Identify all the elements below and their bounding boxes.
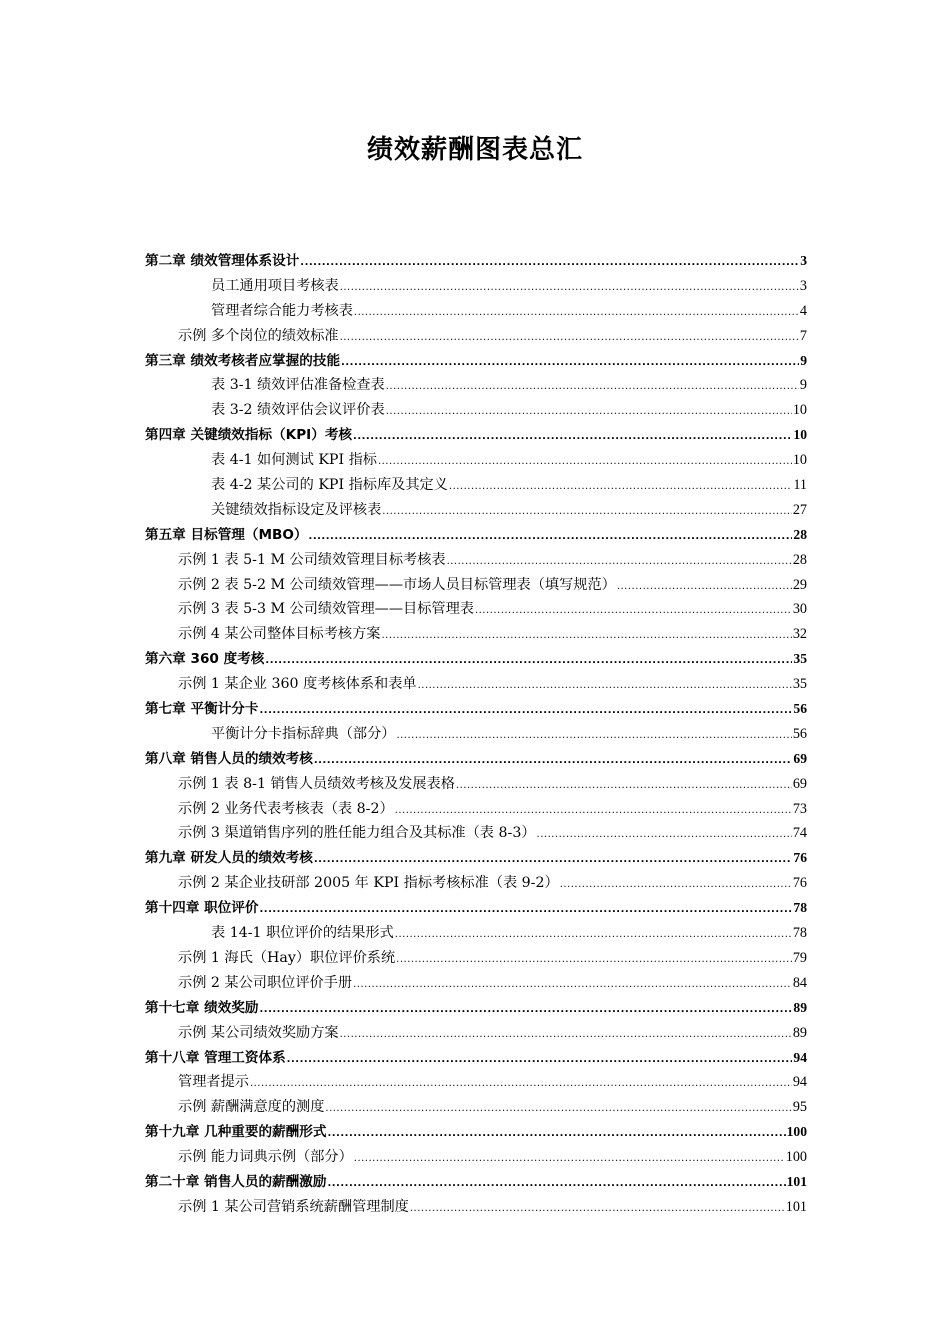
toc-dot-leader bbox=[560, 873, 792, 898]
toc-dot-leader bbox=[410, 1197, 785, 1222]
toc-dot-leader bbox=[449, 475, 792, 500]
toc-page-number: 3 bbox=[799, 277, 807, 294]
toc-chapter-entry[interactable] bbox=[145, 996, 807, 1021]
toc-entry-label: 示例 能力词典示例（部分） bbox=[178, 1149, 353, 1166]
toc-entry-label: 示例 1 表 5-1 M 公司绩效管理目标考核表 bbox=[178, 551, 446, 568]
toc-page-number: 10 bbox=[793, 427, 807, 443]
document-title: 绩效薪酬图表总汇 bbox=[366, 135, 583, 165]
toc-chapter-entry[interactable] bbox=[145, 1170, 807, 1195]
toc-entry[interactable] bbox=[145, 821, 807, 846]
table-of-contents bbox=[145, 249, 807, 1220]
toc-entry[interactable] bbox=[145, 498, 807, 523]
toc-entry-label: 第九章 研发人员的绩效考核 bbox=[145, 850, 313, 867]
toc-entry-label: 员工通用项目考核表 bbox=[211, 277, 339, 294]
toc-page-number: 84 bbox=[792, 974, 807, 991]
toc-entry[interactable] bbox=[145, 324, 807, 349]
toc-dot-leader bbox=[537, 823, 792, 848]
toc-entry[interactable] bbox=[145, 797, 807, 822]
toc-chapter-entry[interactable] bbox=[145, 423, 807, 448]
toc-dot-leader bbox=[340, 276, 799, 301]
toc-entry-label: 表 4-2 某公司的 KPI 指标库及其定义 bbox=[211, 477, 448, 494]
toc-dot-leader bbox=[354, 301, 799, 326]
toc-dot-leader bbox=[395, 923, 792, 948]
toc-dot-leader bbox=[353, 973, 792, 998]
toc-entry-label: 第四章 关键绩效指标（KPI）考核 bbox=[145, 427, 353, 444]
toc-page-number: 76 bbox=[793, 850, 807, 866]
toc-page-number: 32 bbox=[792, 626, 807, 643]
toc-page-number: 101 bbox=[786, 1173, 807, 1189]
toc-dot-leader bbox=[300, 251, 799, 276]
toc-page-number: 78 bbox=[793, 900, 807, 916]
toc-page-number: 100 bbox=[786, 1124, 807, 1140]
toc-dot-leader bbox=[617, 575, 792, 600]
toc-page-number: 28 bbox=[793, 526, 807, 542]
toc-page-number: 100 bbox=[785, 1149, 807, 1166]
toc-page-number: 4 bbox=[799, 302, 807, 319]
toc-page-number: 94 bbox=[792, 1074, 807, 1091]
toc-entry[interactable] bbox=[145, 672, 807, 697]
toc-chapter-entry[interactable] bbox=[145, 1046, 807, 1071]
toc-dot-leader bbox=[340, 326, 799, 351]
toc-entry[interactable] bbox=[145, 398, 807, 423]
toc-chapter-entry[interactable] bbox=[145, 846, 807, 871]
toc-dot-leader bbox=[382, 624, 792, 649]
toc-entry[interactable] bbox=[145, 921, 807, 946]
toc-entry-label: 第六章 360 度考核 bbox=[145, 651, 265, 668]
toc-page-number: 94 bbox=[793, 1049, 807, 1065]
toc-dot-leader bbox=[314, 848, 793, 873]
toc-entry-label: 示例 2 表 5-2 M 公司绩效管理——市场人员目标管理表（填写规范） bbox=[178, 576, 616, 593]
toc-entry-label: 第十九章 几种重要的薪酬形式 bbox=[145, 1124, 327, 1141]
toc-chapter-entry[interactable] bbox=[145, 697, 807, 722]
toc-page-number: 74 bbox=[792, 825, 807, 842]
toc-dot-leader bbox=[382, 500, 792, 525]
toc-page-number: 3 bbox=[800, 253, 807, 268]
toc-page-number: 69 bbox=[793, 750, 807, 766]
toc-page-number: 7 bbox=[799, 327, 807, 344]
toc-dot-leader bbox=[418, 674, 792, 699]
toc-page-number: 28 bbox=[792, 551, 807, 568]
toc-page-number: 9 bbox=[799, 377, 807, 394]
toc-chapter-entry[interactable] bbox=[145, 647, 807, 672]
toc-dot-leader bbox=[395, 799, 792, 824]
toc-entry[interactable] bbox=[145, 1021, 807, 1046]
toc-entry-label: 第十四章 职位评价 bbox=[145, 900, 259, 917]
toc-entry[interactable] bbox=[145, 772, 807, 797]
toc-entry-label: 表 4-1 如何测试 KPI 指标 bbox=[211, 452, 377, 469]
toc-entry-label: 表 3-1 绩效评估准备检查表 bbox=[211, 377, 385, 394]
toc-chapter-entry[interactable] bbox=[145, 896, 807, 921]
toc-dot-leader bbox=[386, 375, 799, 400]
toc-page-number: 69 bbox=[792, 775, 807, 792]
toc-entry-label: 示例 3 渠道销售序列的胜任能力组合及其标准（表 8-3） bbox=[178, 825, 536, 842]
toc-entry[interactable] bbox=[145, 274, 807, 299]
toc-entry-label: 第五章 目标管理（MBO） bbox=[145, 526, 308, 543]
toc-entry[interactable] bbox=[145, 1145, 807, 1170]
toc-dot-leader bbox=[340, 1023, 792, 1048]
toc-entry[interactable] bbox=[145, 299, 807, 324]
toc-dot-leader bbox=[475, 599, 792, 624]
toc-entry-label: 第十七章 绩效奖励 bbox=[145, 999, 259, 1016]
toc-entry-label: 示例 某公司绩效奖励方案 bbox=[178, 1024, 339, 1041]
toc-entry-label: 示例 1 海氏（Hay）职位评价系统 bbox=[178, 949, 396, 966]
toc-entry-label: 示例 2 业务代表考核表（表 8-2） bbox=[178, 800, 394, 817]
toc-entry-label: 平衡计分卡指标辞典（部分） bbox=[211, 725, 396, 742]
toc-entry[interactable] bbox=[145, 448, 807, 473]
toc-dot-leader bbox=[265, 649, 792, 674]
toc-entry[interactable] bbox=[145, 871, 807, 896]
toc-entry[interactable] bbox=[145, 971, 807, 996]
toc-entry[interactable] bbox=[145, 722, 807, 747]
toc-entry-label: 示例 4 某公司整体目标考核方案 bbox=[178, 626, 381, 643]
toc-dot-leader bbox=[456, 774, 792, 799]
toc-entry[interactable] bbox=[145, 548, 807, 573]
toc-dot-leader bbox=[327, 1172, 785, 1197]
toc-entry-label: 第二十章 销售人员的薪酬激励 bbox=[145, 1173, 327, 1190]
toc-entry-label: 示例 3 表 5-3 M 公司绩效管理——目标管理表 bbox=[178, 601, 474, 618]
toc-entry[interactable] bbox=[145, 473, 807, 498]
toc-page-number: 10 bbox=[792, 402, 807, 419]
toc-chapter-entry[interactable] bbox=[145, 1120, 807, 1145]
toc-entry[interactable] bbox=[145, 946, 807, 971]
toc-dot-leader bbox=[354, 1147, 785, 1172]
toc-entry-label: 示例 薪酬满意度的测度 bbox=[178, 1099, 325, 1116]
toc-page-number: 101 bbox=[785, 1198, 807, 1215]
toc-page-number: 73 bbox=[792, 800, 807, 817]
toc-dot-leader bbox=[250, 1072, 792, 1097]
toc-entry-label: 表 14-1 职位评价的结果形式 bbox=[211, 925, 394, 942]
toc-entry[interactable] bbox=[145, 1070, 807, 1095]
toc-page-number: 9 bbox=[800, 352, 807, 368]
toc-dot-leader bbox=[447, 550, 792, 575]
toc-page-number: 10 bbox=[792, 452, 807, 469]
toc-dot-leader bbox=[353, 425, 792, 450]
toc-dot-leader bbox=[287, 1048, 793, 1073]
toc-chapter-entry[interactable] bbox=[145, 747, 807, 772]
toc-entry-label: 第十八章 管理工资体系 bbox=[145, 1049, 286, 1066]
toc-page-number: 11 bbox=[793, 477, 807, 494]
toc-page-number: 27 bbox=[792, 501, 807, 518]
toc-entry-label: 第二章 绩效管理体系设计 bbox=[145, 253, 300, 269]
toc-page-number: 35 bbox=[793, 651, 807, 667]
toc-entry-label: 第八章 销售人员的绩效考核 bbox=[145, 750, 313, 767]
toc-dot-leader bbox=[396, 724, 791, 749]
toc-page-number: 79 bbox=[792, 949, 807, 966]
toc-dot-leader bbox=[396, 948, 792, 973]
toc-entry[interactable] bbox=[145, 373, 807, 398]
toc-entry-label: 示例 1 某公司营销系统薪酬管理制度 bbox=[178, 1198, 409, 1215]
toc-dot-leader bbox=[325, 1097, 791, 1122]
toc-page-number: 89 bbox=[793, 999, 807, 1015]
toc-dot-leader bbox=[259, 898, 792, 923]
toc-page-number: 76 bbox=[792, 875, 807, 892]
toc-entry[interactable] bbox=[145, 622, 807, 647]
toc-page-number: 30 bbox=[792, 601, 807, 618]
toc-dot-leader bbox=[378, 450, 792, 475]
toc-entry[interactable] bbox=[145, 1195, 807, 1220]
toc-page-number: 56 bbox=[793, 701, 807, 717]
toc-entry[interactable] bbox=[145, 597, 807, 622]
toc-entry-label: 第三章 绩效考核者应掌握的技能 bbox=[145, 352, 341, 369]
toc-entry-label: 示例 2 某公司职位评价手册 bbox=[178, 974, 353, 991]
toc-dot-leader bbox=[259, 998, 792, 1023]
toc-page-number: 95 bbox=[792, 1099, 807, 1116]
toc-page-number: 78 bbox=[792, 925, 807, 942]
toc-entry[interactable] bbox=[145, 1095, 807, 1120]
toc-entry-label: 第七章 平衡计分卡 bbox=[145, 701, 259, 718]
toc-entry-label: 示例 2 某企业技研部 2005 年 KPI 指标考核标准（表 9-2） bbox=[178, 875, 559, 892]
toc-entry-label: 关键绩效指标设定及评核表 bbox=[211, 501, 382, 518]
toc-page-number: 35 bbox=[792, 676, 807, 693]
toc-dot-leader bbox=[259, 699, 792, 724]
toc-dot-leader bbox=[327, 1122, 785, 1147]
toc-chapter-entry[interactable] bbox=[145, 523, 807, 548]
toc-entry-label: 示例 多个岗位的绩效标准 bbox=[178, 327, 339, 344]
toc-page-number: 29 bbox=[792, 576, 807, 593]
toc-page-number: 56 bbox=[792, 725, 807, 742]
toc-chapter-entry[interactable] bbox=[145, 349, 807, 374]
toc-dot-leader bbox=[309, 525, 793, 550]
toc-entry-label: 示例 1 某企业 360 度考核体系和表单 bbox=[178, 676, 417, 693]
toc-entry-label: 表 3-2 绩效评估会议评价表 bbox=[211, 402, 385, 419]
toc-entry[interactable] bbox=[145, 573, 807, 598]
toc-chapter-entry[interactable] bbox=[145, 249, 807, 274]
toc-dot-leader bbox=[314, 749, 793, 774]
toc-dot-leader bbox=[386, 400, 792, 425]
toc-entry-label: 管理者综合能力考核表 bbox=[211, 302, 353, 319]
toc-dot-leader bbox=[341, 351, 799, 376]
toc-page-number: 89 bbox=[792, 1024, 807, 1041]
toc-entry-label: 示例 1 表 8-1 销售人员绩效考核及发展表格 bbox=[178, 775, 455, 792]
toc-entry-label: 管理者提示 bbox=[178, 1074, 249, 1091]
